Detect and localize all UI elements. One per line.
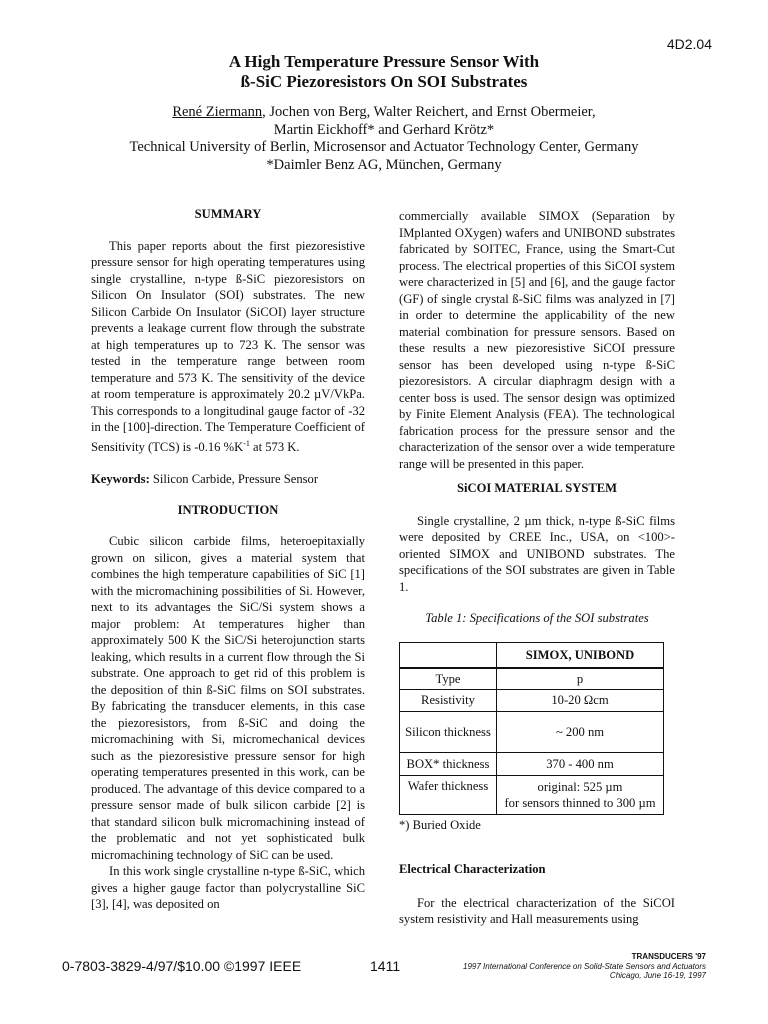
table-cell-label: Silicon thickness <box>400 711 497 752</box>
introduction-para-2-continued: commercially available SIMOX (Separation by IMplanted OXygen) wafers and UNIBOND substrates fabricated by SOITEC, France, using the Smart-Cut process. The electrical properties of this SiCOI system were characterized in [5] and [6], and the gauge factor (GF) of single crystal ß-SiC films was analyzed in [7] in order to determine the applicability of the new material combination for pressure sensors. Based on these results a new piezoresistive SiCOI pressure sensor has been developed using n-type ß-SiC piezoresistors. A circular diaphragm design with a center boss is used. The sensor design was optimized by Finite Element Analysis (FEA). The technological fabrication process for the pressure sensor and the characterization of the sensor over a wide temperature range will be presented in this paper. <box>399 209 675 471</box>
introduction-para-1: Cubic silicon carbide films, heteroepitaxially grown on silicon, gives a material system that combines the high temperature capabilities of SiC [1] with the micromachining possibilities of Si. However, next to its advantages the SiC/Si system shows a major problem: At temperatures higher than approximately 500 K the SiC/Si heterojunction starts leaking, which results in a current flow through the Si substrate. One approach to get rid of this problem is the deposition of thin ß-SiC films on SOI substrates. By fabricating the transducer elements, in this case the piezoresistors, from ß-SiC and doing the micromachining with Si, micromechanical devices such as the piezoresistive pressure sensor for high operating temperatures presented in this work, can be produced. The advantage of this device compared to a pressure sensor made of bulk silicon carbide [2] is that standard silicon bulk micromachining instead of the problematic and not yet sophisticated bulk micromachining technology of SiC can be used. <box>91 534 365 862</box>
summary-heading: SUMMARY <box>194 207 262 221</box>
conference-place: Chicago, June 16-19, 1997 <box>609 971 706 980</box>
summary-end: at 573 K. <box>249 439 300 454</box>
paper-title <box>0 52 768 92</box>
title-line-2: ß-SiC Piezoresistors On SOI Substrates <box>240 72 528 91</box>
table-header-row <box>400 642 664 668</box>
conference-line: 1997 International Conference on Solid-State Sensors and Actuators <box>463 961 706 971</box>
summary-superscript: -1 <box>243 438 250 448</box>
table-caption: Table 1: Specifications of the SOI substrates <box>425 611 649 625</box>
electrical-heading: Electrical Characterization <box>399 862 546 876</box>
table-cell-value: p <box>497 668 664 690</box>
introduction-heading: INTRODUCTION <box>177 502 279 517</box>
keywords <box>91 471 365 488</box>
author-block <box>0 104 768 174</box>
left-column <box>91 206 365 913</box>
table-cell-label: Resistivity <box>400 689 497 711</box>
table-cell-label: Wafer thickness <box>400 775 497 814</box>
page-number: 1411 <box>370 958 401 974</box>
authors-line-1 <box>0 104 768 122</box>
table-cell-label: Type <box>400 668 497 690</box>
table-row <box>400 689 664 711</box>
table-cell-value-line-1: original: 525 µm <box>537 779 623 794</box>
table-cell-value: 10-20 Ωcm <box>497 689 664 711</box>
keywords-label: Keywords: <box>91 472 150 487</box>
conference-info <box>463 952 706 981</box>
authors-line-1-rest: , Jochen von Berg, Walter Reichert, and Ernst Obermeier, <box>262 104 596 120</box>
electrical-text: For the electrical characterization of the SiCOI system resistivity and Hall measurements using <box>399 895 675 926</box>
summary-body: This paper reports about the first piezoresistive pressure sensor for high operating temperatures using single crystalline, n-type ß-SiC piezoresistors on Silicon On Insulator (SOI) substrates. The new Silicon Carbide On Insulator (SiCOI) layer structure prevents a leakage current flow through the substrate at high temperatures up to 723 K. The sensor was tested in the temperature range between room temperature and 573 K. The sensitivity of the device at room temperature is approximately 20.2 µV/VkPa. This corresponds to a longitudinal gauge factor of -32 in the [100]-direction. The Temperature Coefficient of Sensitivity (TCS) is -0.16 %K <box>91 238 365 454</box>
table-cell-value-line-2: for sensors thinned to 300 µm <box>504 795 656 810</box>
table-row <box>400 775 664 814</box>
table-row <box>400 752 664 775</box>
introduction-para-2: In this work single crystalline n-type ß-SiC, which gives a higher gauge factor than polycrystalline SiC [3], [4], was deposited on <box>91 864 365 912</box>
summary-text <box>91 238 365 456</box>
table-note: *) Buried Oxide <box>399 817 481 832</box>
footer-isbn: 0-7803-3829-4/97/$10.00 ©1997 IEEE <box>62 958 302 974</box>
paper-id: 4D2.04 <box>666 36 712 52</box>
table-cell-value: ~ 200 nm <box>497 711 664 752</box>
table-header-empty <box>400 642 497 668</box>
material-system-heading: SiCOI MATERIAL SYSTEM <box>456 481 618 495</box>
right-column <box>399 208 675 928</box>
first-author: René Ziermann <box>172 104 263 120</box>
conference-name: TRANSDUCERS '97 <box>631 952 706 961</box>
table-header: SIMOX, UNIBOND <box>497 642 664 668</box>
table-cell-value: 370 - 400 nm <box>497 752 664 775</box>
affiliation-2: *Daimler Benz AG, München, Germany <box>266 156 502 173</box>
table-row <box>400 668 664 690</box>
table-cell-value <box>497 775 664 814</box>
table-row <box>400 711 664 752</box>
authors-line-2: Martin Eickhoff* and Gerhard Krötz* <box>273 121 495 138</box>
affiliation-1: Technical University of Berlin, Microsensor and Actuator Technology Center, Germany <box>129 139 639 155</box>
table-cell-label: BOX* thickness <box>400 752 497 775</box>
keywords-value: Silicon Carbide, Pressure Sensor <box>149 472 319 487</box>
material-system-text: Single crystalline, 2 µm thick, n-type ß-SiC films were deposited by CREE Inc., USA, on <100>-oriented SIMOX and UNIBOND substrates. The specifications of the SOI substrates are given in Table 1. <box>399 513 675 594</box>
spec-table <box>399 642 664 815</box>
title-line-1: A High Temperature Pressure Sensor With <box>228 52 540 71</box>
